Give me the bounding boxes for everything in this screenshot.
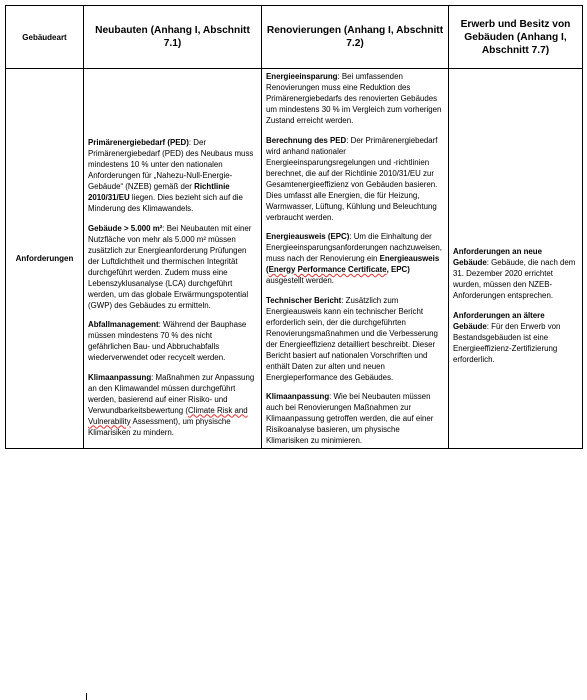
saving-title: Energieeinsparung: [266, 72, 338, 81]
epc-text-a: : Um die Einhaltung der Energieeinsparungsanforderungen nachzuweisen, muss nach der Renovierung ein: [266, 232, 442, 263]
header-neubauten: Neubauten (Anhang I, Abschnitt 7.1): [84, 6, 262, 69]
epc-en: Energy Performance Certificate: [268, 265, 387, 274]
requirements-table: [5, 5, 583, 449]
header-row: [6, 6, 583, 69]
reno-climate-title: Klimaanpassung: [266, 392, 330, 401]
old-title: Anforderungen an ältere Gebäude: [453, 310, 545, 331]
climate-title: Klimaanpassung: [88, 372, 152, 382]
cursor-mark: [86, 693, 87, 700]
cell-neubauten: [84, 69, 262, 449]
epc-text-b: ausgestellt werden.: [266, 276, 334, 285]
climate-link: Climate Risk and Vulnerability: [88, 405, 248, 426]
calc-title: Berechnung des PED: [266, 135, 347, 145]
epc-bold: Energieausweis: [379, 254, 440, 263]
paragraph-tech: [266, 295, 444, 383]
row-label-anforderungen: Anforderungen: [6, 69, 84, 449]
calc-text: : Der Primärenergiebedarf wird anhand nationaler Energieeinsparungsregelungen und -richtlinien berechnet, die auf der Richtlinie 2010/31/EU zur Gesamtenergieeffizienz von Gebäuden basieren. Dies umfasst alle Energien, die für Heizung, Warmwasser, Lüftung, Kühlung und Beleuchtung verbraucht werden.: [266, 135, 438, 222]
paragraph-reno-climate: [266, 391, 444, 446]
tech-title: Technischer Bericht: [266, 295, 342, 305]
paragraph-waste: [88, 319, 257, 363]
ped-text-a: : Der Primärenergiebedarf (PED) des Neubaus muss mindestens 10 % unter den nationalen Anforderungen für „Nahezu-Null-Energie-Gebäude“ (NZEB) gemäß der: [88, 138, 254, 191]
waste-text: : Während der Bauphase müssen mindestens 70 % des nicht gefährlichen Bau- und Abbruchabfalls wiederverwendet oder recycelt werden.: [88, 320, 247, 362]
cell-erwerb: [449, 69, 583, 449]
large-title: Gebäude > 5.000 m²: [88, 223, 163, 233]
requirements-row: [6, 69, 583, 449]
cell-renovierungen: [262, 69, 449, 449]
reno-climate-text: : Wie bei Neubauten müssen auch bei Renovierungen Maßnahmen zur Klimaanpassung getroffen werden, die auf einer Risikoanalyse basieren, um physische Klimarisiken zu minimieren.: [266, 392, 434, 445]
new-text: : Gebäude, die nach dem 31. Dezember 2020 errichtet wurden, müssen den NZEB-Anforderungen entsprechen.: [453, 258, 576, 300]
header-gebaeudeart: Gebäudeart: [6, 6, 84, 69]
large-text: : Bei Neubauten mit einer Nutzfläche von mehr als 5.000 m² müssen zusätzlich zur Energieanforderung Prüfungen der Luftdichtheit und thermischen Integrität durchgeführt werden. Zudem muss eine Lebenszyklusanalyse (LCA) durchgeführt werden, um das globale Erwärmungspotential (GWP) des Gebäudes zu ermitteln.: [88, 223, 252, 310]
epc-paren-b: , EPC): [386, 265, 410, 274]
paragraph-new-buildings: [453, 246, 578, 301]
paragraph-old-buildings: [453, 310, 578, 365]
header-erwerb: Erwerb und Besitz von Gebäuden (Anhang I, Abschnitt 7.7): [449, 6, 583, 69]
ped-title: Primärenergiebedarf (PED): [88, 138, 189, 147]
paragraph-saving: [266, 71, 444, 126]
header-renovierungen: Renovierungen (Anhang I, Abschnitt 7.2): [262, 6, 449, 69]
paragraph-calc: [266, 135, 444, 223]
old-text: : Für den Erwerb von Bestandsgebäuden ist eine Energieeffizienz-Zertifizierung erforderlich.: [453, 321, 561, 364]
paragraph-large-buildings: [88, 223, 257, 311]
tech-text: : Zusätzlich zum Energieausweis kann ein technischer Bericht erforderlich sein, der die durchgeführten Renovierungsmaßnahmen und die Verbesserung der Energieeffizienz detailliert beschreibt. Dieser Bericht basiert auf nationalen Vorschriften und enthält Daten zur alten und neuen Energieperformance des Gebäudes.: [266, 295, 438, 382]
waste-title: Abfallmanagement: [88, 320, 159, 329]
epc-paren-a: (: [266, 265, 269, 274]
ped-richtlinie: Richtlinie 2010/31/EU: [88, 182, 230, 202]
ped-text-b: liegen. Dies bezieht sich auf die Minderung des Klimawandels.: [88, 193, 243, 213]
paragraph-climate: [88, 372, 257, 438]
new-title: Anforderungen an neue Gebäude: [453, 247, 542, 267]
saving-text: : Bei umfassenden Renovierungen muss eine Reduktion des Primärenergiebedarfs des renovierten Gebäudes um mindestens 30 % im Vergleich zum vorherigen Zustand erreicht werden.: [266, 72, 442, 125]
paragraph-ped: [88, 137, 257, 214]
paragraph-epc: [266, 231, 444, 286]
epc-title: Energieausweis (EPC): [266, 232, 350, 241]
climate-text-a: : Maßnahmen zur Anpassung an den Klimawandel müssen durchgeführt werden, basierend auf einer Risiko- und Verwundbarkeitsbewertung (: [88, 372, 255, 415]
climate-text-b: Assessment), um physische Klimarisiken zu mindern.: [88, 416, 231, 437]
